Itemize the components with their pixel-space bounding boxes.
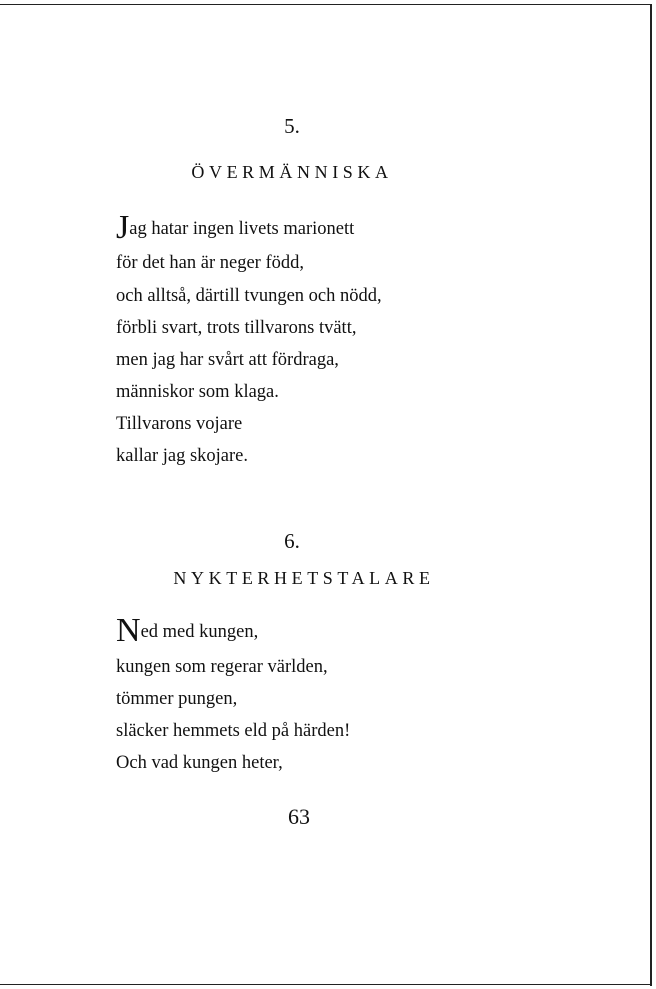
section-number: 6. [284,529,300,553]
poem-line: men jag har svårt att fördraga, [116,350,339,370]
page-border-right [650,4,652,986]
poem-line: kungen som regerar världen, [116,657,328,677]
page-border-top [0,4,652,5]
poem-first-line-text: ag hatar ingen livets marionett [129,219,355,239]
poem-line: släcker hemmets eld på härden! [116,721,351,741]
section-title: ÖVERMÄNNISKA [191,162,393,182]
section-title: NYKTERHETSTALARE [173,568,435,588]
poem-line: människor som klaga. [116,382,279,402]
poem-line: Tillvarons vojare [116,414,243,434]
poem-line: för det han är neger född, [116,253,304,273]
page-border-bottom [0,984,652,985]
poem-first-line [116,614,258,648]
poem-line: och alltså, därtill tvungen och nödd, [116,286,382,306]
poem-line: Och vad kungen heter, [116,753,283,773]
poem-first-line-text: ed med kungen, [140,622,259,642]
poem-line: förbli svart, trots tillvarons tvätt, [116,318,357,338]
poem-line: kallar jag skojare. [116,446,249,466]
drop-cap: J [116,209,130,246]
poem-first-line [116,211,354,245]
drop-cap: N [116,612,141,649]
page-number: 63 [288,804,310,829]
section-number: 5. [284,114,300,138]
poem-line: tömmer pungen, [116,689,238,709]
